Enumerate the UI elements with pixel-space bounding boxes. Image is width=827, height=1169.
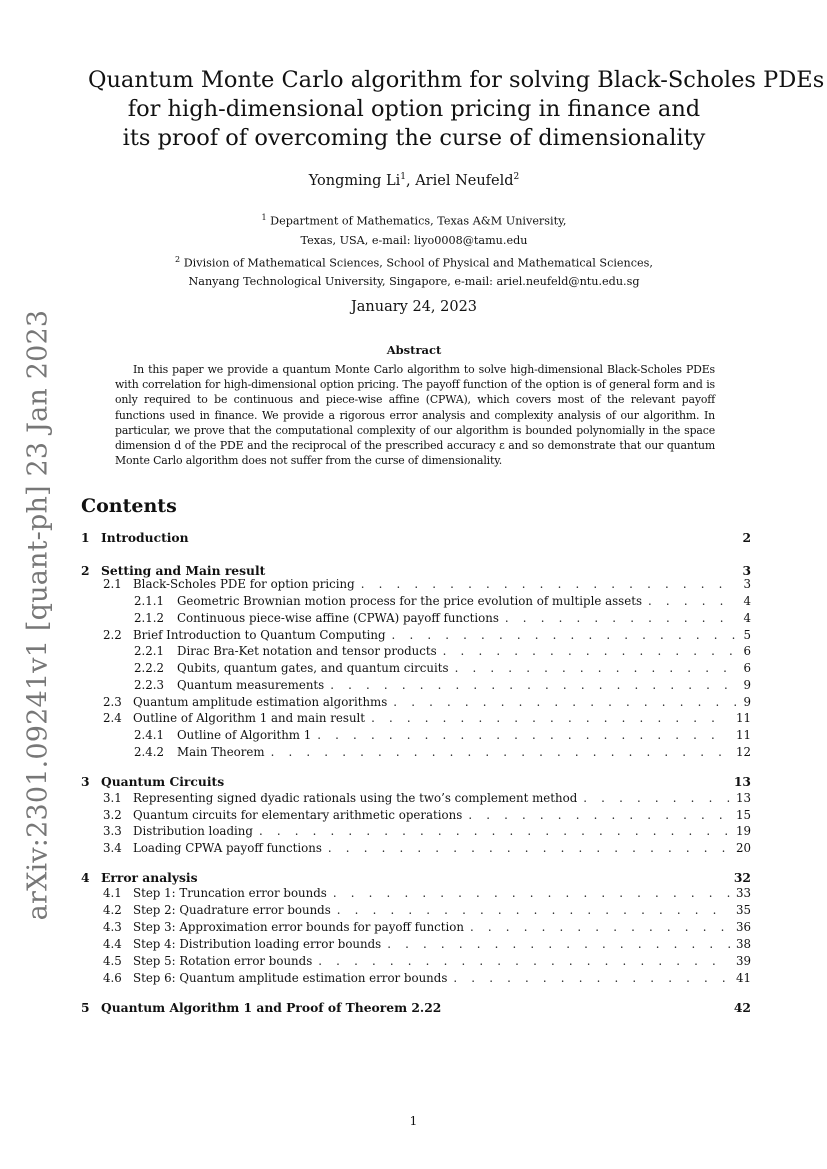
toc-entry-label: Step 2: Quadrature error bounds — [133, 903, 331, 917]
toc-dot-leader — [271, 745, 730, 759]
toc-dot-leader — [505, 611, 738, 625]
toc-entry-number: 4.6 — [103, 971, 122, 985]
toc-entry-page: 36 — [735, 920, 751, 934]
toc-entry-label: Distribution loading — [133, 824, 253, 838]
toc-entry-label: Representing signed dyadic rationals using the two’s complement method — [133, 791, 578, 805]
toc-entry-number: 3.4 — [103, 841, 122, 855]
toc-entry-number: 4 — [81, 870, 90, 885]
toc-entry-page: 20 — [735, 841, 751, 855]
toc-entry-label: Step 1: Truncation error bounds — [133, 886, 327, 900]
author-affiliation-mark: 2 — [513, 172, 520, 182]
arxiv-identifier-stamp: arXiv:2301.09241v1 [quant-ph] 23 Jan 2023 — [22, 309, 54, 921]
author-affiliation-mark: 1 — [400, 172, 406, 182]
toc-entry-page: 4 — [743, 611, 751, 625]
toc-entry-number: 3 — [81, 774, 90, 789]
affiliation-line — [88, 250, 740, 273]
toc-entry-page: 5 — [743, 628, 751, 642]
toc-entry[interactable] — [81, 841, 751, 858]
toc-entry-label: Step 4: Distribution loading error bounds — [133, 937, 382, 951]
abstract-text: In this paper we provide a quantum Monte Carlo algorithm to solve high-dimensional Black-Scholes PDEs with correlation for high-dimensional option pricing. The payoff function of the option is of general form and is only required to be continuous and piece-wise affine (CPWA), which covers most of the relevant payoff functions used in finance. We provide a rigorous error analysis and complexity analysis of our algorithm. In particular, we prove that the computational complexity of our algorithm is bounded polynomially in the space dimension d of the PDE and the reciprocal of the prescribed accuracy ε and so demonstrate that our quantum Monte Carlo algorithm does not suffer from the curse of dimensionality. — [115, 363, 715, 468]
toc-entry-number: 3.2 — [103, 808, 122, 822]
toc-dot-leader — [453, 971, 730, 985]
toc-entry-label: Qubits, quantum gates, and quantum circuits — [177, 661, 449, 675]
toc-entry-number: 4.1 — [103, 886, 122, 900]
contents-heading: Contents — [81, 495, 177, 517]
toc-entry-page: 35 — [735, 903, 751, 917]
abstract-heading: Abstract — [386, 343, 442, 357]
toc-entry-page: 41 — [735, 971, 751, 985]
toc-entry-number: 2 — [81, 563, 90, 578]
affiliation-mark: 2 — [175, 254, 181, 264]
toc-entry[interactable] — [81, 870, 751, 887]
toc-entry-label: Quantum Algorithm 1 and Proof of Theorem 2.22 — [101, 1000, 442, 1015]
toc-entry[interactable] — [81, 644, 751, 661]
toc-entry-label: Brief Introduction to Quantum Computing — [133, 628, 386, 642]
toc-entry-page: 9 — [743, 695, 751, 709]
toc-entry[interactable] — [81, 577, 751, 594]
toc-entry-label: Continuous piece-wise affine (CPWA) payoff functions — [177, 611, 499, 625]
toc-entry[interactable] — [81, 791, 751, 808]
toc-entry[interactable] — [81, 824, 751, 841]
toc-entry-label: Step 3: Approximation error bounds for payoff function — [133, 920, 464, 934]
toc-entry-label: Step 5: Rotation error bounds — [133, 954, 313, 968]
toc-dot-leader — [371, 711, 730, 725]
toc-entry-label: Outline of Algorithm 1 and main result — [133, 711, 366, 725]
toc-dot-leader — [361, 577, 738, 591]
toc-entry-label: Quantum measurements — [177, 678, 325, 692]
toc-entry[interactable] — [81, 695, 751, 712]
toc-entry[interactable] — [81, 745, 751, 762]
toc-entry[interactable] — [81, 954, 751, 971]
publication-date: January 24, 2023 — [350, 299, 478, 315]
toc-entry-number: 5 — [81, 1000, 90, 1015]
toc-dot-leader — [393, 695, 737, 709]
toc-entry-page: 13 — [733, 774, 751, 789]
toc-entry[interactable] — [81, 903, 751, 920]
toc-entry-label: Loading CPWA payoff functions — [133, 841, 322, 855]
toc-entry-label: Setting and Main result — [101, 563, 266, 578]
toc-entry-label: Black-Scholes PDE for option pricing — [133, 577, 355, 591]
toc-entry-number: 4.3 — [103, 920, 122, 934]
toc-entry-label: Quantum circuits for elementary arithmetic operations — [133, 808, 463, 822]
toc-entry-page: 33 — [735, 886, 751, 900]
toc-dot-leader — [392, 628, 738, 642]
toc-dot-leader — [337, 903, 730, 917]
toc-entry[interactable] — [81, 711, 751, 728]
toc-dot-leader — [328, 841, 730, 855]
toc-entry-label: Dirac Bra-Ket notation and tensor products — [177, 644, 437, 658]
toc-entry-number: 2.2 — [103, 628, 122, 642]
toc-entry-number: 2.4.2 — [134, 745, 165, 759]
toc-entry[interactable] — [81, 661, 751, 678]
toc-entry[interactable] — [81, 774, 751, 791]
toc-entry-page: 9 — [743, 678, 751, 692]
toc-entry-number: 2.1 — [103, 577, 122, 591]
toc-dot-leader — [317, 728, 730, 742]
paper-title — [88, 66, 825, 153]
title-line-2: for high-dimensional option pricing in finance and — [127, 96, 701, 122]
toc-entry[interactable] — [81, 611, 751, 628]
toc-entry-number: 4.4 — [103, 937, 122, 951]
toc-entry-number: 2.2.1 — [134, 644, 165, 658]
toc-entry-page: 15 — [735, 808, 751, 822]
affiliation-mark: 1 — [261, 213, 267, 222]
toc-entry-number: 4.5 — [103, 954, 122, 968]
toc-entry-number: 2.1.1 — [134, 594, 165, 608]
toc-entry-number: 3.3 — [103, 824, 122, 838]
author-name: Yongming Li — [308, 172, 401, 189]
toc-dot-leader — [648, 594, 737, 608]
toc-entry-number: 2.4 — [103, 711, 122, 725]
toc-entry-page: 12 — [735, 745, 751, 759]
toc-entry-label: Error analysis — [101, 870, 198, 885]
toc-entry-number: 2.4.1 — [134, 728, 165, 742]
toc-entry-page: 3 — [742, 563, 751, 578]
affiliations — [88, 208, 740, 291]
toc-entry-page: 19 — [735, 824, 751, 838]
toc-entry[interactable] — [81, 886, 751, 903]
toc-entry[interactable] — [81, 920, 751, 937]
toc-entry-number: 3.1 — [103, 791, 122, 805]
toc-dot-leader — [470, 920, 730, 934]
toc-dot-leader — [333, 886, 730, 900]
toc-entry-label: Quantum amplitude estimation algorithms — [133, 695, 388, 709]
toc-entry-page: 11 — [735, 728, 751, 742]
toc-dot-leader — [468, 808, 730, 822]
toc-entry-page: 13 — [735, 791, 751, 805]
toc-entry[interactable] — [81, 728, 751, 745]
page-number: 1 — [409, 1114, 418, 1128]
toc-dot-leader — [330, 678, 737, 692]
author-name: Ariel Neufeld — [415, 172, 514, 189]
title-line-3: its proof of overcoming the curse of dimensionality — [122, 125, 706, 151]
toc-entry-page: 11 — [735, 711, 751, 725]
toc-entry-number: 2.2.2 — [134, 661, 165, 675]
affiliation-line: Nanyang Technological University, Singapore, e-mail: ariel.neufeld@ntu.edu.sg — [188, 275, 640, 289]
author-list — [88, 172, 740, 189]
toc-entry-page: 4 — [743, 594, 751, 608]
toc-dot-leader — [318, 954, 730, 968]
toc-entry-label: Step 6: Quantum amplitude estimation error bounds — [133, 971, 448, 985]
author-separator: , — [405, 172, 416, 189]
toc-dot-leader — [259, 824, 730, 838]
toc-entry-label: Outline of Algorithm 1 — [177, 728, 312, 742]
toc-entry-number: 2.3 — [103, 695, 122, 709]
toc-entry-page: 6 — [743, 661, 751, 675]
toc-entry-label: Main Theorem — [177, 745, 265, 759]
toc-entry-label: Introduction — [101, 530, 189, 545]
toc-entry-label: Quantum Circuits — [101, 774, 225, 789]
toc-dot-leader — [455, 661, 738, 675]
toc-entry[interactable] — [81, 628, 751, 645]
toc-entry-page: 3 — [743, 577, 751, 591]
toc-entry-label: Geometric Brownian motion process for the price evolution of multiple assets — [177, 594, 643, 608]
affiliation-text: Division of Mathematical Sciences, School of Physical and Mathematical Sciences, — [183, 256, 653, 270]
toc-entry[interactable] — [81, 937, 751, 954]
toc-entry[interactable] — [81, 678, 751, 695]
toc-entry[interactable] — [81, 530, 751, 547]
title-line-1: Quantum Monte Carlo algorithm for solving Black-Scholes PDEs — [88, 67, 825, 93]
toc-dot-leader — [583, 791, 730, 805]
toc-entry[interactable] — [81, 808, 751, 825]
toc-entry-page: 42 — [733, 1000, 751, 1015]
toc-entry-number: 4.2 — [103, 903, 122, 917]
toc-entry[interactable] — [81, 594, 751, 611]
toc-dot-leader — [387, 937, 730, 951]
toc-entry-number: 2.2.3 — [134, 678, 165, 692]
affiliation-line — [88, 208, 740, 231]
toc-entry-number: 2.1.2 — [134, 611, 165, 625]
toc-entry-number: 1 — [81, 530, 90, 545]
toc-dot-leader — [443, 644, 738, 658]
toc-entry-page: 6 — [743, 644, 751, 658]
affiliation-line: Texas, USA, e-mail: liyo0008@tamu.edu — [300, 233, 528, 247]
toc-entry[interactable] — [81, 971, 751, 988]
affiliation-text: Department of Mathematics, Texas A&M University, — [270, 214, 567, 228]
toc-entry-page: 2 — [742, 530, 751, 545]
toc-entry-page: 39 — [735, 954, 751, 968]
toc-entry-page: 32 — [733, 870, 751, 885]
toc-entry[interactable] — [81, 1000, 751, 1017]
toc-entry-page: 38 — [735, 937, 751, 951]
